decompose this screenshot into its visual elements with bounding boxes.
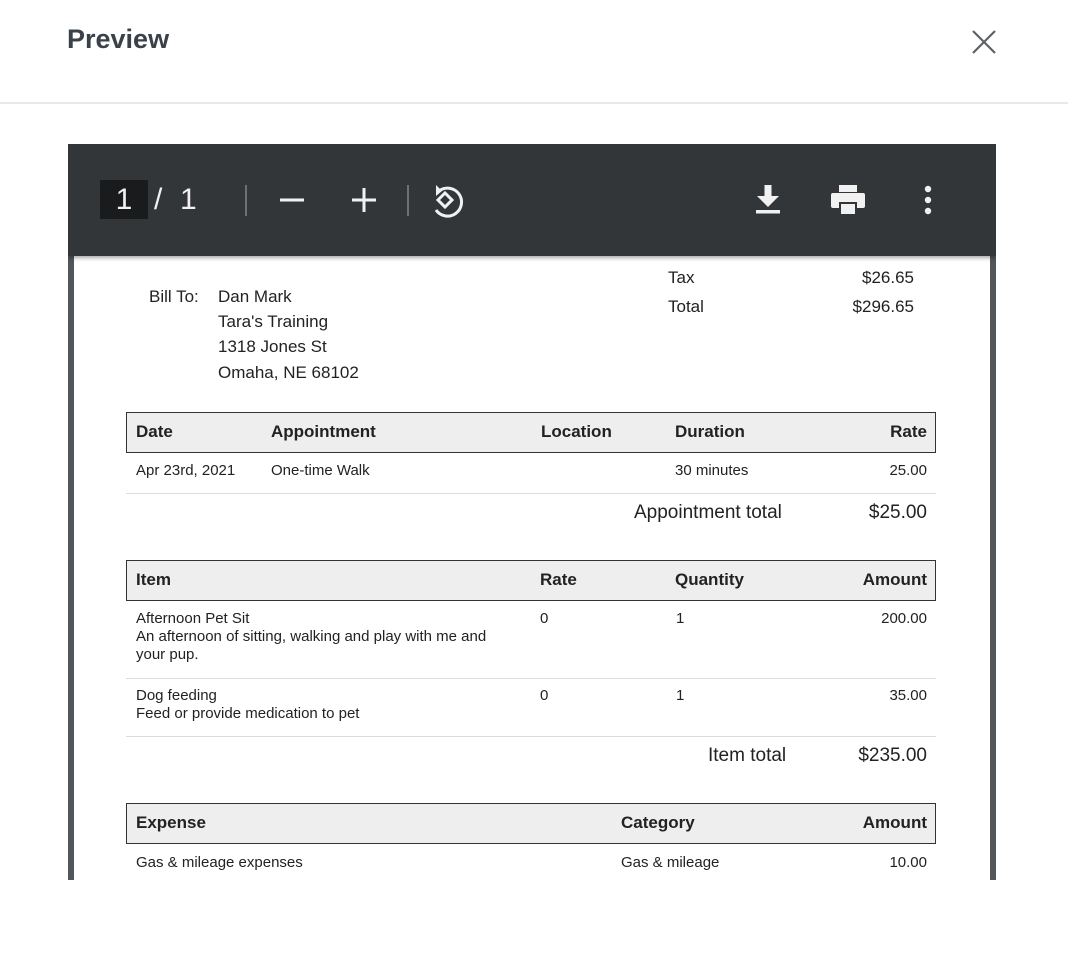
row-divider [126,493,936,494]
item-quantity: 1 [676,610,685,627]
appointment-name: One-time Walk [271,462,370,479]
item-rate: 0 [540,610,549,627]
rotate-button[interactable] [425,180,465,220]
column-header: Appointment [271,422,376,441]
more-options-icon [908,180,948,220]
total-label: Total [668,297,704,316]
item-total-value: $235.00 [858,745,927,766]
column-header: Amount [862,570,927,589]
page-count: 1 [180,183,197,216]
appointments-table-header [126,412,936,453]
item-amount: 200.00 [881,610,927,627]
print-button[interactable] [828,180,868,220]
item-rate: 0 [540,687,549,704]
tax-value: $26.65 [862,268,914,287]
column-header: Rate [890,422,927,441]
print-icon [828,180,868,220]
bill-to-label: Bill To: [149,287,199,306]
appointment-total-label: Appointment total [634,502,782,523]
appointment-date: Apr 23rd, 2021 [136,462,236,479]
page-separator: / [154,183,163,216]
toolbar-divider [245,185,247,216]
column-header: Quantity [675,570,744,589]
row-divider [126,678,936,679]
zoom-in-button[interactable] [344,180,384,220]
more-options-button[interactable] [908,180,948,220]
item-quantity: 1 [676,687,685,704]
zoom-in-icon [344,180,384,220]
close-button[interactable] [966,24,1002,60]
pdf-page [74,256,990,880]
bill-to-street: 1318 Jones St [218,337,327,356]
item-name: Dog feeding [136,687,217,704]
item-description: An afternoon of sitting, walking and play with me and [136,628,487,645]
column-header: Location [541,422,612,441]
column-header: Duration [675,422,745,441]
tax-label: Tax [668,268,695,287]
expense-category: Gas & mileage [621,854,720,871]
column-header: Item [136,570,171,589]
page-number-input[interactable]: 1 [100,180,148,219]
rotate-icon [425,180,465,220]
expense-amount: 10.00 [889,854,927,871]
column-header: Amount [862,813,927,832]
appointment-rate: 25.00 [889,462,927,479]
modal-title: Preview [67,24,170,54]
bill-to-name: Dan Mark [218,287,292,306]
total-value: $296.65 [852,297,914,316]
zoom-out-icon [272,180,312,220]
item-description: Feed or provide medication to pet [136,705,360,722]
toolbar-divider [407,185,409,216]
bill-to-company: Tara's Training [218,312,329,331]
appointment-total-value: $25.00 [868,502,927,523]
download-button[interactable] [748,180,788,220]
item-total-label: Item total [708,745,787,766]
pdf-viewer [68,144,996,880]
zoom-out-button[interactable] [272,180,312,220]
column-header: Date [136,422,173,441]
close-icon [966,24,1002,60]
item-description: your pup. [136,646,199,663]
expenses-table-header [126,803,936,844]
modal-header [0,0,1068,104]
item-name: Afternoon Pet Sit [136,610,250,627]
appointment-duration: 30 minutes [675,462,749,479]
expense-name: Gas & mileage expenses [136,854,303,871]
download-icon [748,180,788,220]
column-header: Expense [136,813,206,832]
column-header: Category [621,813,695,832]
items-table-header [126,560,936,601]
bill-to-city: Omaha, NE 68102 [218,363,359,382]
item-amount: 35.00 [889,687,927,704]
row-divider [126,736,936,737]
column-header: Rate [540,570,577,589]
pdf-toolbar [68,144,996,256]
